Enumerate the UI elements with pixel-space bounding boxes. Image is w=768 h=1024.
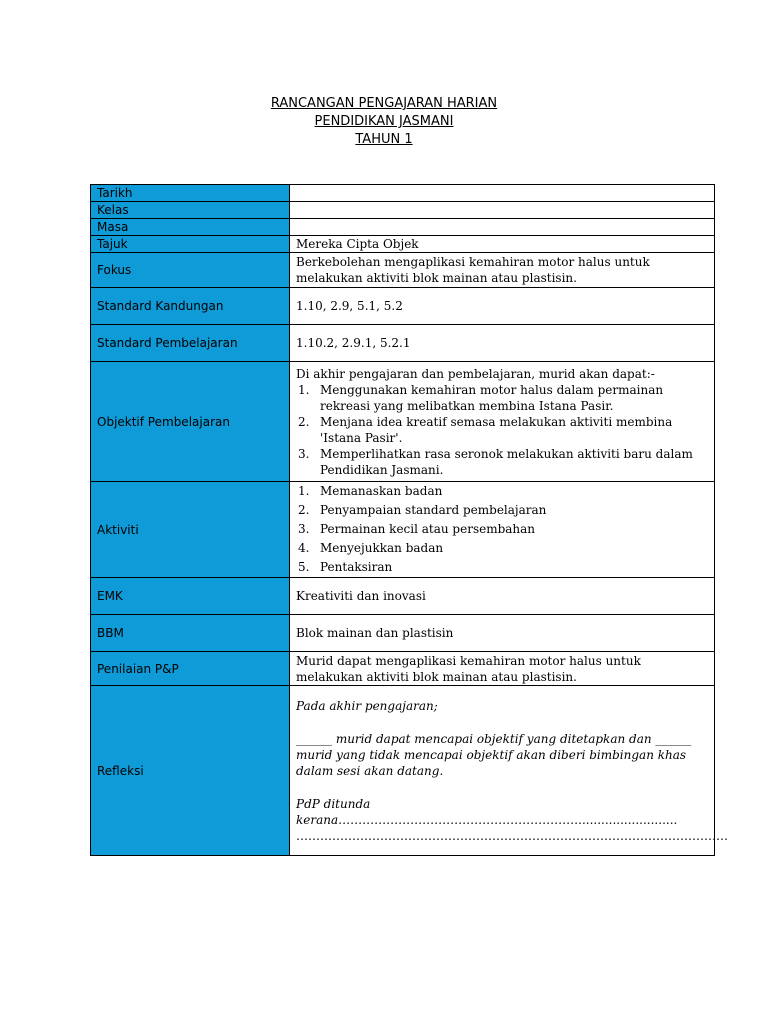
list-number: 4. (298, 541, 310, 555)
value-standard-pembelajaran: 1.10.2, 2.9.1, 5.2.1 (290, 325, 715, 362)
list-item (296, 539, 708, 558)
value-penilaian: Murid dapat mengaplikasi kemahiran motor halus untuk melakukan aktiviti blok mainan atau plastisin. (290, 652, 715, 686)
refleksi-line-3: PdP ditunda kerana…………………………………………………….......................... (296, 797, 678, 827)
refleksi-line-2: ______ murid dapat mencapai objektif yang ditetapkan dan ______ murid yang tidak mencapai objektif akan diberi bimbingan khas dalam sesi akan datang. (296, 732, 692, 778)
list-text: Penyampaian standard pembelajaran (320, 503, 547, 517)
label-objektif: Objektif Pembelajaran (91, 362, 290, 482)
row-kelas (91, 202, 715, 219)
value-refleksi (290, 686, 728, 856)
title-line-3: TAHUN 1 (355, 132, 413, 147)
label-tarikh: Tarikh (91, 185, 290, 202)
objektif-intro: Di akhir pengajaran dan pembelajaran, murid akan dapat:- (296, 366, 655, 381)
title-line-1: RANCANGAN PENGAJARAN HARIAN (270, 96, 498, 111)
list-text: Memperlihatkan rasa seronok melakukan aktiviti baru dalam Pendidikan Jasmani. (320, 446, 693, 477)
value-aktiviti (290, 482, 715, 578)
row-refleksi (91, 686, 715, 856)
value-bbm: Blok mainan dan plastisin (290, 615, 715, 652)
list-number: 5. (298, 560, 310, 574)
list-number: 3. (298, 522, 310, 536)
label-standard-pembelajaran: Standard Pembelajaran (91, 325, 290, 362)
label-aktiviti: Aktiviti (91, 482, 290, 578)
row-bbm (91, 615, 715, 652)
value-masa (290, 219, 715, 236)
list-number: 2. (298, 414, 310, 429)
label-emk: EMK (91, 578, 290, 615)
list-item (296, 501, 708, 520)
value-tajuk: Mereka Cipta Objek (290, 236, 715, 253)
list-item (296, 446, 708, 478)
value-kelas (290, 202, 715, 219)
row-fokus (91, 253, 715, 288)
label-tajuk: Tajuk (91, 236, 290, 253)
row-penilaian (91, 652, 715, 686)
list-text: Pentaksiran (320, 560, 393, 574)
aktiviti-list (296, 482, 708, 577)
title-line-2: PENDIDIKAN JASMANI (314, 114, 454, 129)
refleksi-line-1: Pada akhir pengajaran; (296, 699, 438, 713)
lesson-plan-table (90, 184, 728, 856)
list-text: Memanaskan badan (320, 484, 443, 498)
value-standard-kandungan: 1.10, 2.9, 5.1, 5.2 (290, 288, 715, 325)
list-item (296, 382, 708, 414)
row-standard-pembelajaran (91, 325, 715, 362)
list-text: Menggunakan kemahiran motor halus dalam permainan rekreasi yang melibatkan membina Istana Pasir. (320, 382, 664, 413)
value-objektif (290, 362, 715, 482)
list-item (296, 482, 708, 501)
row-objektif (91, 362, 715, 482)
label-fokus: Fokus (91, 253, 290, 288)
list-item (296, 520, 708, 539)
value-fokus: Berkebolehan mengaplikasi kemahiran motor halus untuk melakukan aktiviti blok mainan atau plastisin. (290, 253, 715, 288)
list-text: Menyejukkan badan (320, 541, 444, 555)
value-emk: Kreativiti dan inovasi (290, 578, 715, 615)
label-kelas: Kelas (91, 202, 290, 219)
row-tarikh (91, 185, 715, 202)
label-masa: Masa (91, 219, 290, 236)
row-standard-kandungan (91, 288, 715, 325)
list-text: Permainan kecil atau persembahan (320, 522, 536, 536)
list-item (296, 558, 708, 577)
refleksi-line-4: ……………………………………………………………………………………………… (296, 829, 728, 843)
list-number: 1. (298, 382, 310, 397)
objektif-list (296, 382, 708, 478)
row-emk (91, 578, 715, 615)
list-text: Menjana idea kreatif semasa melakukan aktiviti membina 'Istana Pasir'. (320, 414, 673, 445)
list-number: 2. (298, 503, 310, 517)
row-tajuk (91, 236, 715, 253)
row-aktiviti (91, 482, 715, 578)
list-item (296, 414, 708, 446)
label-refleksi: Refleksi (91, 686, 290, 856)
label-standard-kandungan: Standard Kandungan (91, 288, 290, 325)
document-heading (0, 95, 768, 149)
value-tarikh (290, 185, 715, 202)
list-number: 1. (298, 484, 310, 498)
list-number: 3. (298, 446, 310, 461)
row-masa (91, 219, 715, 236)
label-bbm: BBM (91, 615, 290, 652)
label-penilaian: Penilaian P&P (91, 652, 290, 686)
